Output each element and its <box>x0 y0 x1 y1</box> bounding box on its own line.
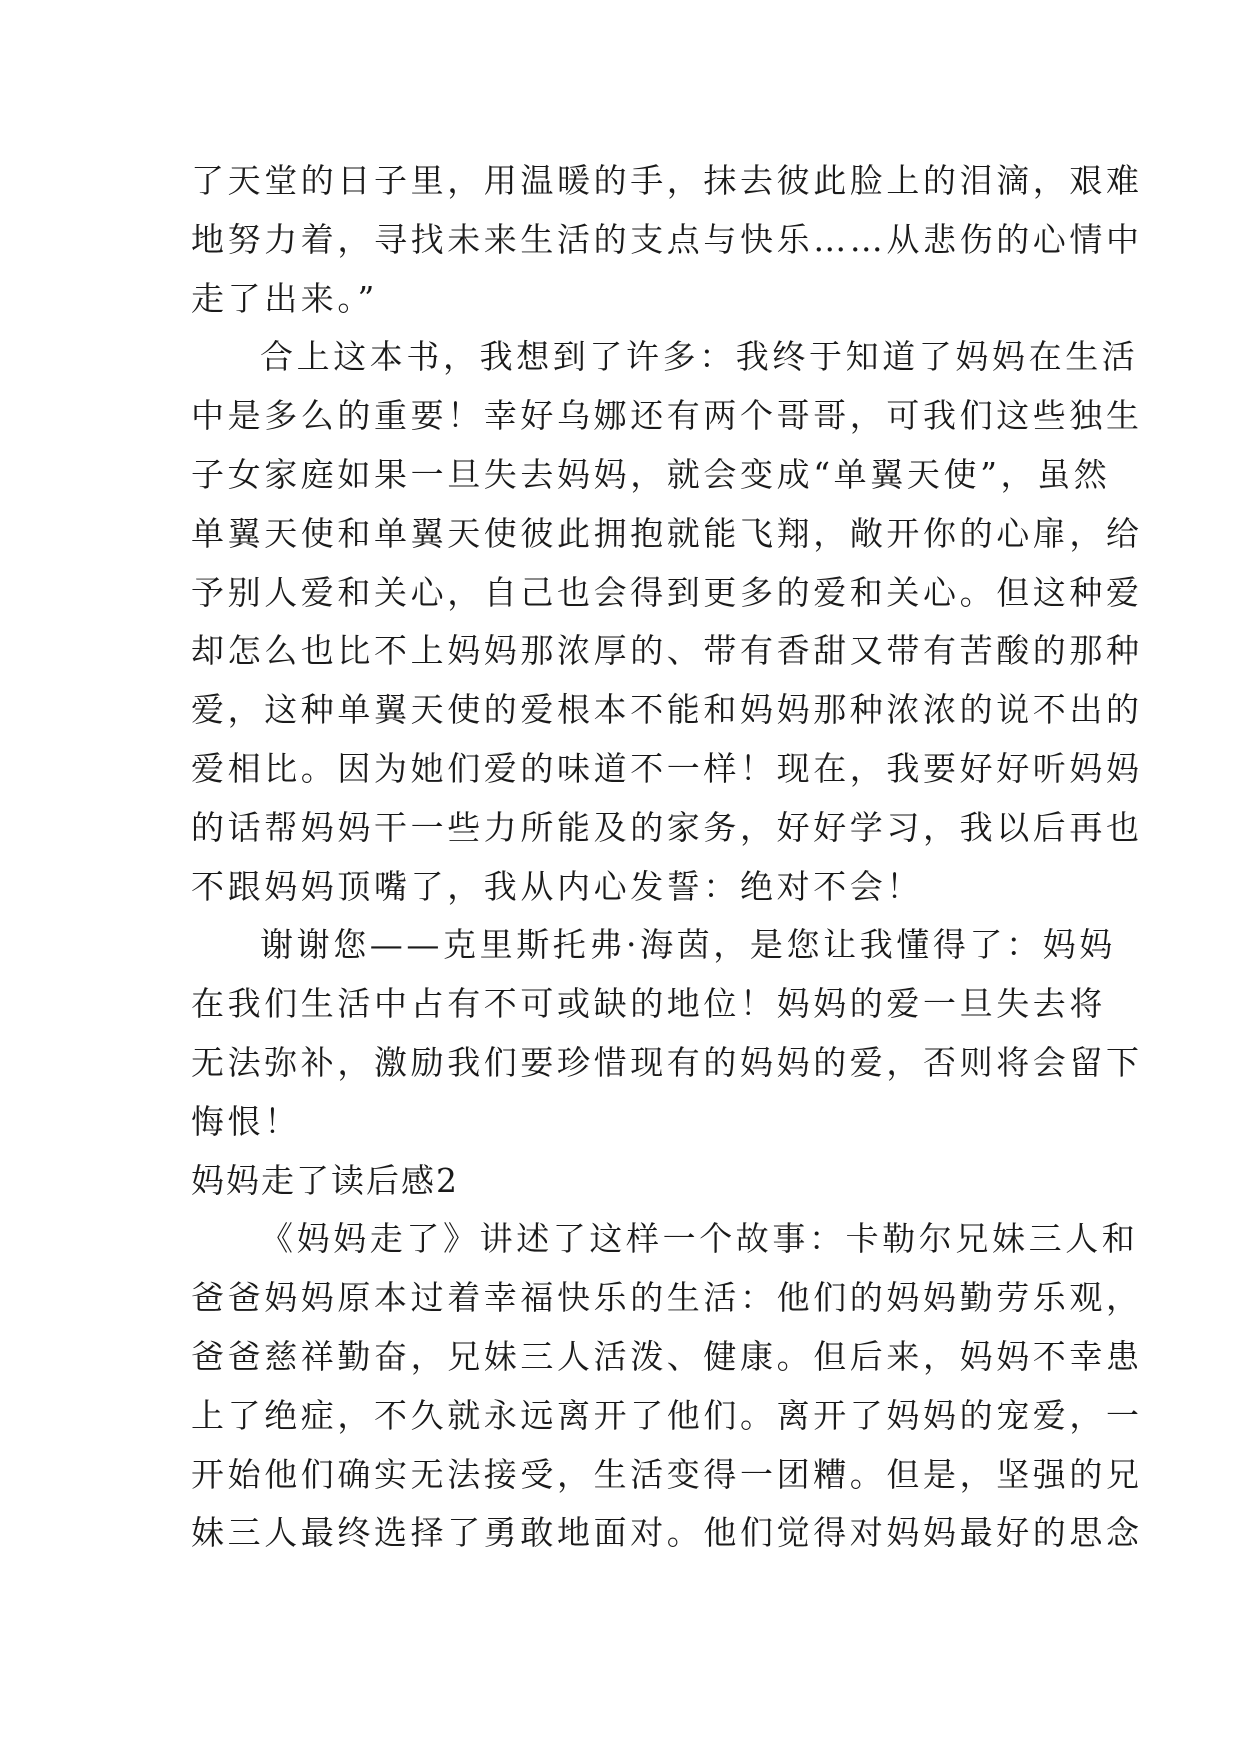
text-line: 上了绝症，不久就永远离开了他们。离开了妈妈的宠爱，一 <box>191 1395 1143 1435</box>
text-line: 地努力着，寻找未来生活的支点与快乐……从悲伤的心情中 <box>191 219 1143 259</box>
text-line: 不跟妈妈顶嘴了，我从内心发誓：绝对不会！ <box>191 866 923 906</box>
text-line: 爱，这种单翼天使的爱根本不能和妈妈那种浓浓的说不出的 <box>191 690 1143 730</box>
paragraph-first-line: 谢谢您——克里斯托弗·海茵，是您让我懂得了：妈妈 <box>260 925 1116 965</box>
paragraph-first-line: 《妈妈走了》讲述了这样一个故事：卡勒尔兄妹三人和 <box>260 1219 1139 1259</box>
text-line: 中是多么的重要！幸好乌娜还有两个哥哥，可我们这些独生 <box>191 396 1143 436</box>
text-line: 爸爸慈祥勤奋，兄妹三人活泼、健康。但后来，妈妈不幸患 <box>191 1336 1143 1376</box>
paragraph-first-line: 合上这本书，我想到了许多：我终于知道了妈妈在生活 <box>260 337 1139 377</box>
text-line: 却怎么也比不上妈妈那浓厚的、带有香甜又带有苦酸的那种 <box>191 631 1143 671</box>
text-line: 的话帮妈妈干一些力所能及的家务，好好学习，我以后再也 <box>191 807 1143 847</box>
text-line: 开始他们确实无法接受，生活变得一团糟。但是，坚强的兄 <box>191 1454 1143 1494</box>
text-line: 走了出来。” <box>191 278 378 318</box>
text-line: 妹三人最终选择了勇敢地面对。他们觉得对妈妈最好的思念 <box>191 1513 1143 1553</box>
text-line: 爱相比。因为她们爱的味道不一样！现在，我要好好听妈妈 <box>191 748 1143 788</box>
text-line: 子女家庭如果一旦失去妈妈，就会变成“单翼天使”，虽然 <box>191 454 1111 494</box>
text-line: 在我们生活中占有不可或缺的地位！妈妈的爱一旦失去将 <box>191 984 1106 1024</box>
text-line: 单翼天使和单翼天使彼此拥抱就能飞翔，敞开你的心扉，给 <box>191 513 1143 553</box>
text-line: 无法弥补，激励我们要珍惜现有的妈妈的爱，否则将会留下 <box>191 1042 1143 1082</box>
text-line: 予别人爱和关心，自己也会得到更多的爱和关心。但这种爱 <box>191 572 1143 612</box>
text-line: 悔恨！ <box>191 1101 301 1141</box>
document-body <box>191 152 1143 1563</box>
section-heading: 妈妈走了读后感2 <box>191 1160 459 1200</box>
text-line: 了天堂的日子里，用温暖的手，抹去彼此脸上的泪滴，艰难 <box>191 161 1143 200</box>
text-line: 爸爸妈妈原本过着幸福快乐的生活：他们的妈妈勤劳乐观， <box>191 1278 1143 1318</box>
